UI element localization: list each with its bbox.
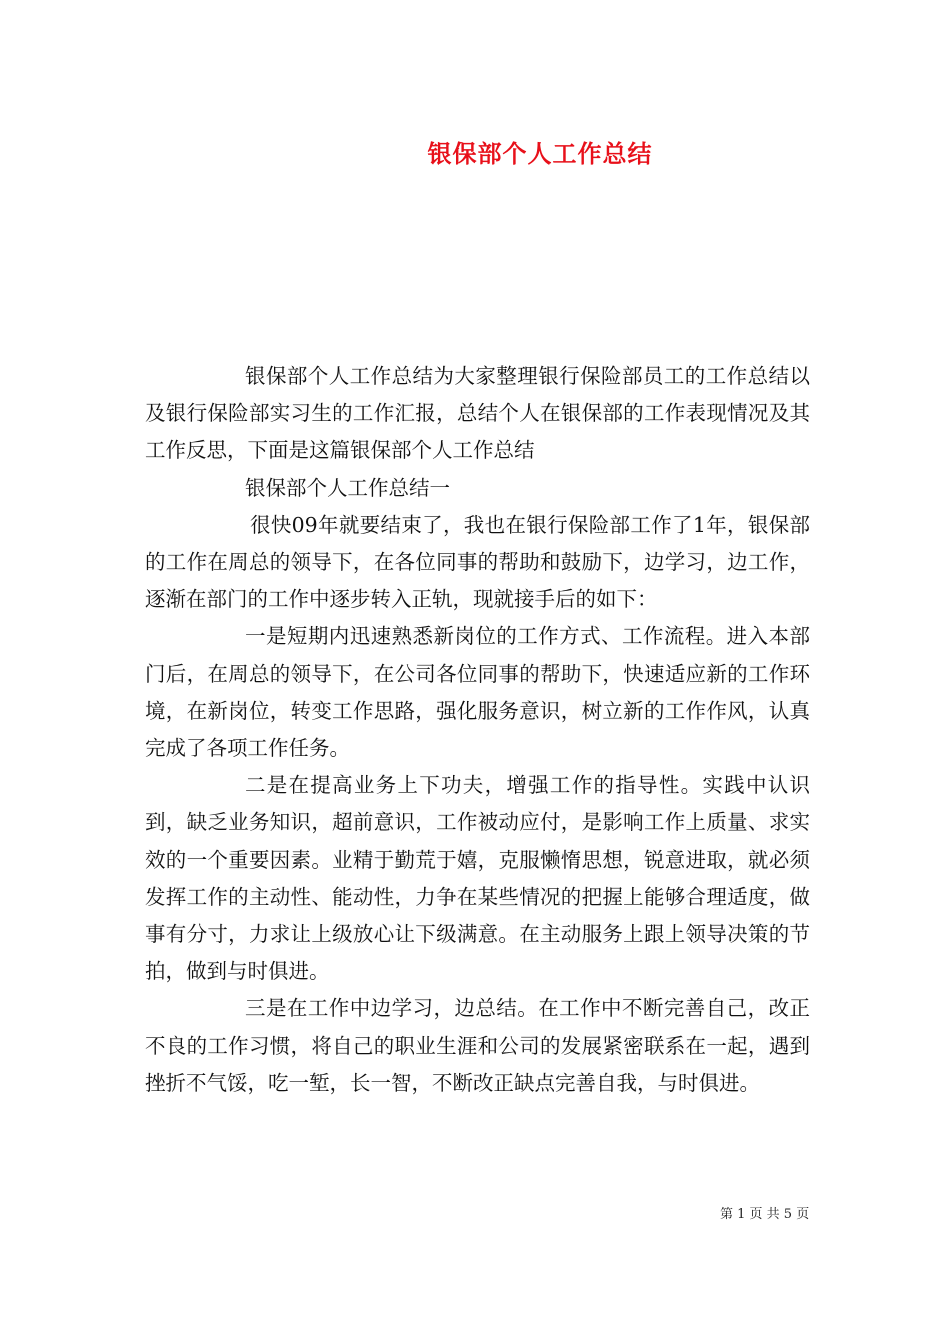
document-body	[145, 358, 810, 1102]
paragraph-intro: 银保部个人工作总结为大家整理银行保险部员工的工作总结以及银行保险部实习生的工作汇报，总结个人在银保部的工作表现情况及其工作反思，下面是这篇银保部个人工作总结	[145, 364, 810, 463]
document-title: 银保部个人工作总结	[427, 139, 653, 168]
paragraph-section-heading: 银保部个人工作总结一	[245, 475, 450, 500]
paragraph-point-one: 一是短期内迅速熟悉新岗位的工作方式、工作流程。进入本部门后，在周总的领导下，在公司各位同事的帮助下，快速适应新的工作环境，在新岗位，转变工作思路，强化服务意识，树立新的工作作风，认真完成了各项工作任务。	[145, 624, 810, 761]
page-number-footer: 第 1 页 共 5 页	[720, 1207, 810, 1222]
paragraph-point-two: 二是在提高业务上下功夫，增强工作的指导性。实践中认识到，缺乏业务知识，超前意识，工作被动应付，是影响工作上质量、求实效的一个重要因素。业精于勤荒于嬉，克服懒惰思想，锐意进取，就必须发挥工作的主动性、能动性，力争在某些情况的把握上能够合理适度，做事有分寸，力求让上级放心让下级满意。在主动服务上跟上领导决策的节拍，做到与时俱进。	[145, 773, 810, 984]
paragraph-opening: 很快09年就要结束了，我也在银行保险部工作了1年，银保部的工作在周总的领导下，在各位同事的帮助和鼓励下，边学习，边工作，逐渐在部门的工作中逐步转入正轨，现就接手后的如下：	[145, 512, 810, 612]
paragraph-point-three: 三是在工作中边学习，边总结。在工作中不断完善自己，改正不良的工作习惯，将自己的职业生涯和公司的发展紧密联系在一起，遇到挫折不气馁，吃一堑，长一智，不断改正缺点完善自我，与时俱进。	[145, 996, 810, 1095]
